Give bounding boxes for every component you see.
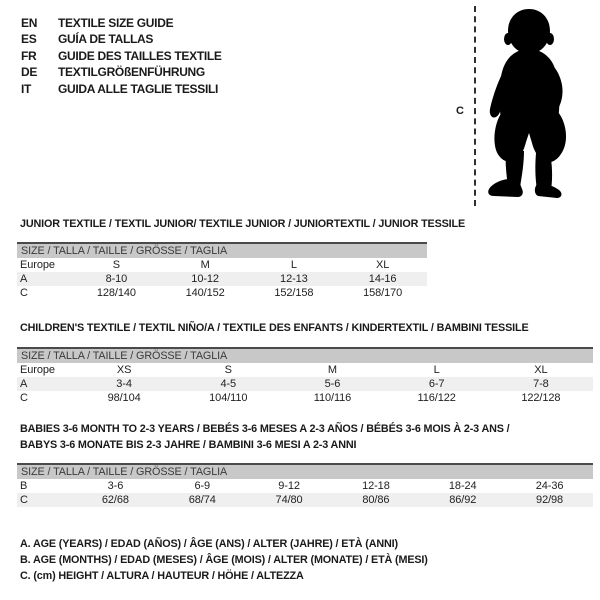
table-cell: S xyxy=(112,259,120,271)
table-cell: 18-24 xyxy=(448,480,477,492)
language-code: EN xyxy=(21,16,38,30)
babies-title-line2: BABYS 3-6 MONATE BIS 2-3 JAHRE / BAMBINI 3-6 MESI A 2-3 ANNI xyxy=(20,438,357,451)
table-cell: 7-8 xyxy=(489,377,593,391)
language-label: GUIDA ALLE TAGLIE TESSILI xyxy=(58,81,219,96)
row-label: A xyxy=(17,377,72,391)
row-label: Europe xyxy=(20,259,55,271)
children-size-table xyxy=(17,347,593,405)
table-cell: 152/158 xyxy=(274,287,314,299)
baby-toddler-silhouette-icon xyxy=(484,3,584,207)
language-row-fr xyxy=(21,48,222,64)
footnote-b: B. AGE (MONTHS) / EDAD (MESES) / ÂGE (MOIS) / ALTER (MONATE) / ETÀ (MESI) xyxy=(20,554,428,567)
language-code: IT xyxy=(21,81,32,96)
table-cell: 6-7 xyxy=(385,377,489,391)
table-cell: 110/116 xyxy=(313,392,352,404)
language-code: DE xyxy=(21,65,38,80)
footnote-a: A. AGE (YEARS) / EDAD (AÑOS) / ÂGE (ANS) / ALTER (JAHRE) / ETÀ (ANNI) xyxy=(20,538,398,550)
table-cell: M xyxy=(200,259,210,271)
table-row xyxy=(17,363,593,377)
table-cell: 8-10 xyxy=(72,272,161,286)
language-row-en xyxy=(21,15,222,31)
table-cell: S xyxy=(224,364,232,376)
table-cell: 24-36 xyxy=(535,480,564,492)
language-row-es xyxy=(21,31,222,47)
table-cell: 158/170 xyxy=(363,287,403,299)
size-header-band: SIZE / TALLA / TAILLE / GRÖSSE / TAGLIA xyxy=(17,348,593,363)
table-row xyxy=(17,286,427,300)
language-row-de xyxy=(21,64,222,80)
footnotes xyxy=(20,536,428,585)
table-row xyxy=(17,272,427,286)
language-label: TEXTILE SIZE GUIDE xyxy=(58,16,174,30)
table-cell: 10-12 xyxy=(161,272,250,286)
table-cell: 12-18 xyxy=(362,480,390,492)
row-label: C xyxy=(20,287,28,299)
language-code: ES xyxy=(21,32,37,47)
table-row xyxy=(17,479,593,493)
table-cell: 122/128 xyxy=(521,392,561,404)
language-label: GUIDE DES TAILLES TEXTILE xyxy=(58,48,222,63)
language-label: TEXTILGRÖßENFÜHRUNG xyxy=(58,65,205,80)
junior-size-table xyxy=(17,242,427,300)
table-cell: 6-9 xyxy=(194,480,211,492)
table-cell: 4-5 xyxy=(176,377,280,391)
table-cell: 104/110 xyxy=(209,392,248,404)
table-cell: 128/140 xyxy=(96,287,136,299)
footnote-c: C. (cm) HEIGHT / ALTURA / HAUTEUR / HÖHE / ALTEZZA xyxy=(20,570,304,583)
table-cell: 14-16 xyxy=(338,272,427,286)
table-cell: 92/98 xyxy=(506,493,593,507)
row-label: C xyxy=(17,493,72,507)
row-label: B xyxy=(20,480,28,492)
junior-section-title: JUNIOR TEXTILE / TEXTIL JUNIOR/ TEXTILE JUNIOR / JUNIORTEXTIL / JUNIOR TESSILE xyxy=(20,218,466,230)
language-label: GUÍA DE TALLAS xyxy=(58,32,154,47)
size-header-band: SIZE / TALLA / TAILLE / GRÖSSE / TAGLIA xyxy=(17,243,427,258)
row-label: C xyxy=(20,392,28,404)
table-cell: 98/104 xyxy=(107,392,141,404)
language-code: FR xyxy=(21,48,37,63)
language-list xyxy=(21,15,222,97)
children-section-title: CHILDREN'S TEXTILE / TEXTIL NIÑO/A / TEXTILE DES ENFANTS / KINDERTEXTIL / BAMBINI TESSILE xyxy=(20,322,529,334)
table-cell: L xyxy=(433,364,440,376)
table-cell: 3-4 xyxy=(72,377,176,391)
height-measure-label: C xyxy=(456,105,464,117)
table-cell: 3-6 xyxy=(107,480,124,492)
table-cell: 80/86 xyxy=(332,493,419,507)
row-label: Europe xyxy=(20,364,55,376)
table-cell: 74/80 xyxy=(246,493,333,507)
table-cell: M xyxy=(327,364,337,376)
row-label: A xyxy=(17,272,72,286)
table-row xyxy=(17,377,593,391)
table-cell: XS xyxy=(116,364,132,376)
table-cell: 12-13 xyxy=(250,272,339,286)
table-cell: 62/68 xyxy=(72,493,159,507)
table-row xyxy=(17,258,427,272)
table-cell: 68/74 xyxy=(159,493,246,507)
language-row-it xyxy=(21,81,222,97)
table-cell: XL xyxy=(375,259,390,271)
table-row xyxy=(17,391,593,405)
table-cell: 5-6 xyxy=(280,377,384,391)
table-cell: L xyxy=(290,259,297,271)
babies-size-table xyxy=(17,463,593,507)
table-cell: 9-12 xyxy=(278,480,300,492)
height-dashed-line xyxy=(474,6,476,206)
babies-section-title xyxy=(20,422,510,453)
table-cell: 140/152 xyxy=(185,287,225,299)
table-cell: XL xyxy=(534,364,548,376)
table-cell: 86/92 xyxy=(419,493,506,507)
table-cell: 116/122 xyxy=(417,392,456,404)
table-row xyxy=(17,493,593,507)
size-header-band: SIZE / TALLA / TAILLE / GRÖSSE / TAGLIA xyxy=(17,464,593,479)
babies-title-line1: BABIES 3-6 MONTH TO 2-3 YEARS / BEBÉS 3-6 MESES A 2-3 AÑOS / BÉBÉS 3-6 MOIS À 2-3 ANS / xyxy=(20,423,510,435)
